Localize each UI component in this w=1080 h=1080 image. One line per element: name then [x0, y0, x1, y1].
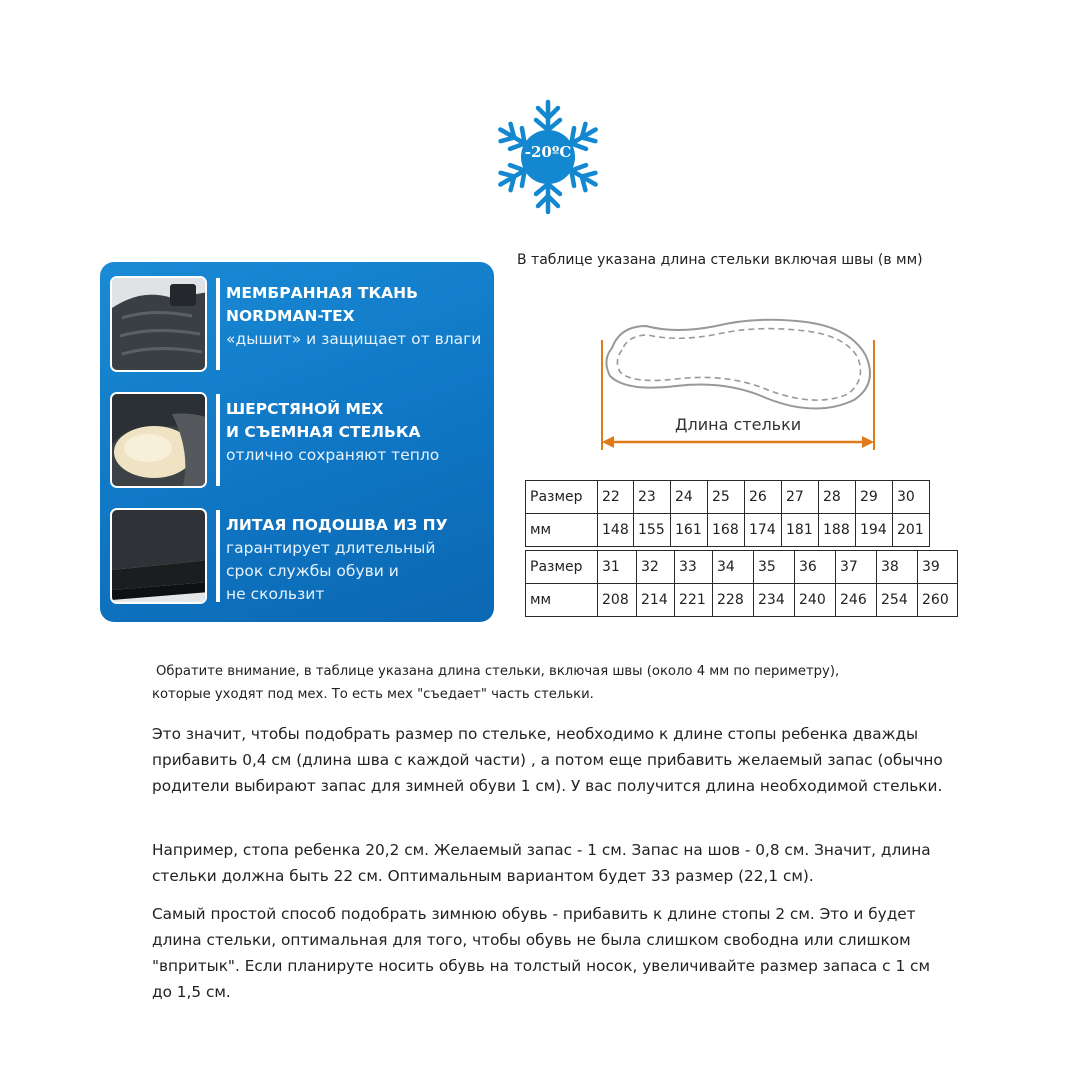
size-cell: 30: [893, 481, 930, 514]
mm-cell: 194: [856, 514, 893, 547]
temperature-label: -20ºC: [524, 143, 572, 161]
size-cell: 25: [708, 481, 745, 514]
size-cell: 32: [637, 551, 675, 584]
feature-description: срок службы обуви и: [226, 562, 399, 580]
feature-title: ШЕРСТЯНОЙ МЕХ: [226, 400, 384, 418]
feature-title: МЕМБРАННАЯ ТКАНЬ: [226, 284, 418, 302]
mm-cell: 234: [754, 584, 795, 617]
size-cell: 22: [598, 481, 634, 514]
size-cell: 27: [782, 481, 819, 514]
size-cell: 36: [795, 551, 836, 584]
size-table-1: [525, 480, 930, 547]
size-cell: 35: [754, 551, 795, 584]
boot-upper-photo: [110, 276, 207, 372]
size-cell: 33: [675, 551, 713, 584]
mm-row: [526, 514, 930, 547]
size-cell: 38: [877, 551, 918, 584]
divider-bar: [216, 510, 220, 602]
mm-cell: 260: [918, 584, 958, 617]
mm-cell: 214: [637, 584, 675, 617]
insole-length-label: Длина стельки: [675, 415, 802, 434]
mm-cell: 148: [598, 514, 634, 547]
feature-description: «дышит» и защищает от влаги: [226, 330, 482, 348]
mm-cell: 174: [745, 514, 782, 547]
note-text: [152, 660, 912, 706]
size-row: [526, 481, 930, 514]
mm-cell: 208: [598, 584, 637, 617]
size-cell: 37: [836, 551, 877, 584]
size-cell: 26: [745, 481, 782, 514]
size-chart-caption: В таблице указана длина стельки включая швы (в мм): [517, 252, 923, 268]
mm-cell: 246: [836, 584, 877, 617]
mm-cell: 240: [795, 584, 836, 617]
row-label: мм: [526, 584, 598, 617]
size-cell: 29: [856, 481, 893, 514]
row-label: Размер: [526, 551, 598, 584]
size-cell: 34: [713, 551, 754, 584]
mm-cell: 155: [634, 514, 671, 547]
feature-description: гарантирует длительный: [226, 539, 436, 557]
divider-bar: [216, 278, 220, 370]
size-table-2: [525, 550, 958, 617]
row-label: Размер: [526, 481, 598, 514]
size-cell: 23: [634, 481, 671, 514]
mm-cell: 228: [713, 584, 754, 617]
paragraph-simple-method: Самый простой способ подобрать зимнюю обувь - прибавить к длине стопы 2 см. Это и будет длина стельки, оптимальная для того, чтобы обувь не была слишком свободна или слишком "впритык". Если планируте носить обувь на толстый носок, увеличивайте размер запаса с 1 см до 1,5 см.: [152, 905, 930, 1001]
mm-cell: 168: [708, 514, 745, 547]
size-cell: 24: [671, 481, 708, 514]
features-panel: [100, 262, 494, 622]
feature-description: отлично сохраняют тепло: [226, 446, 440, 464]
feature-sole: [110, 508, 486, 604]
note-line: которые уходят под мех. То есть мех "съедает" часть стельки.: [152, 687, 594, 702]
feature-fur: [110, 392, 486, 488]
paragraph-sizing: Это значит, чтобы подобрать размер по стельке, необходимо к длине стопы ребенка дважды прибавить 0,4 см (длина шва с каждой части) , а потом еще прибавить желаемый запас (обычно родители выбирают запас для зимней обуви 1 см). У вас получится длина необходимой стельки.: [152, 725, 943, 795]
feature-title: И СЪЕМНАЯ СТЕЛЬКА: [226, 423, 421, 441]
mm-cell: 221: [675, 584, 713, 617]
mm-cell: 254: [877, 584, 918, 617]
mm-cell: 188: [819, 514, 856, 547]
mm-row: [526, 584, 958, 617]
sole-photo: [110, 508, 207, 604]
size-cell: 28: [819, 481, 856, 514]
feature-title: ЛИТАЯ ПОДОШВА ИЗ ПУ: [226, 516, 448, 534]
note-line: Обратите внимание, в таблице указана длина стельки, включая швы (около 4 мм по периметру),: [156, 664, 840, 679]
feature-description: не скользит: [226, 585, 325, 603]
size-cell: 31: [598, 551, 637, 584]
insole-diagram: [596, 300, 886, 460]
divider-bar: [216, 394, 220, 486]
mm-cell: 181: [782, 514, 819, 547]
size-row: [526, 551, 958, 584]
mm-cell: 201: [893, 514, 930, 547]
feature-membrane: [110, 276, 486, 372]
wool-fur-photo: [110, 392, 207, 488]
feature-title: NORDMAN-TEX: [226, 307, 355, 325]
mm-cell: 161: [671, 514, 708, 547]
row-label: мм: [526, 514, 598, 547]
size-cell: 39: [918, 551, 958, 584]
paragraph-example: Например, стопа ребенка 20,2 см. Желаемый запас - 1 см. Запас на шов - 0,8 см. Значит, длина стельки должна быть 22 см. Оптимальным вариантом будет 33 размер (22,1 см).: [152, 841, 931, 885]
